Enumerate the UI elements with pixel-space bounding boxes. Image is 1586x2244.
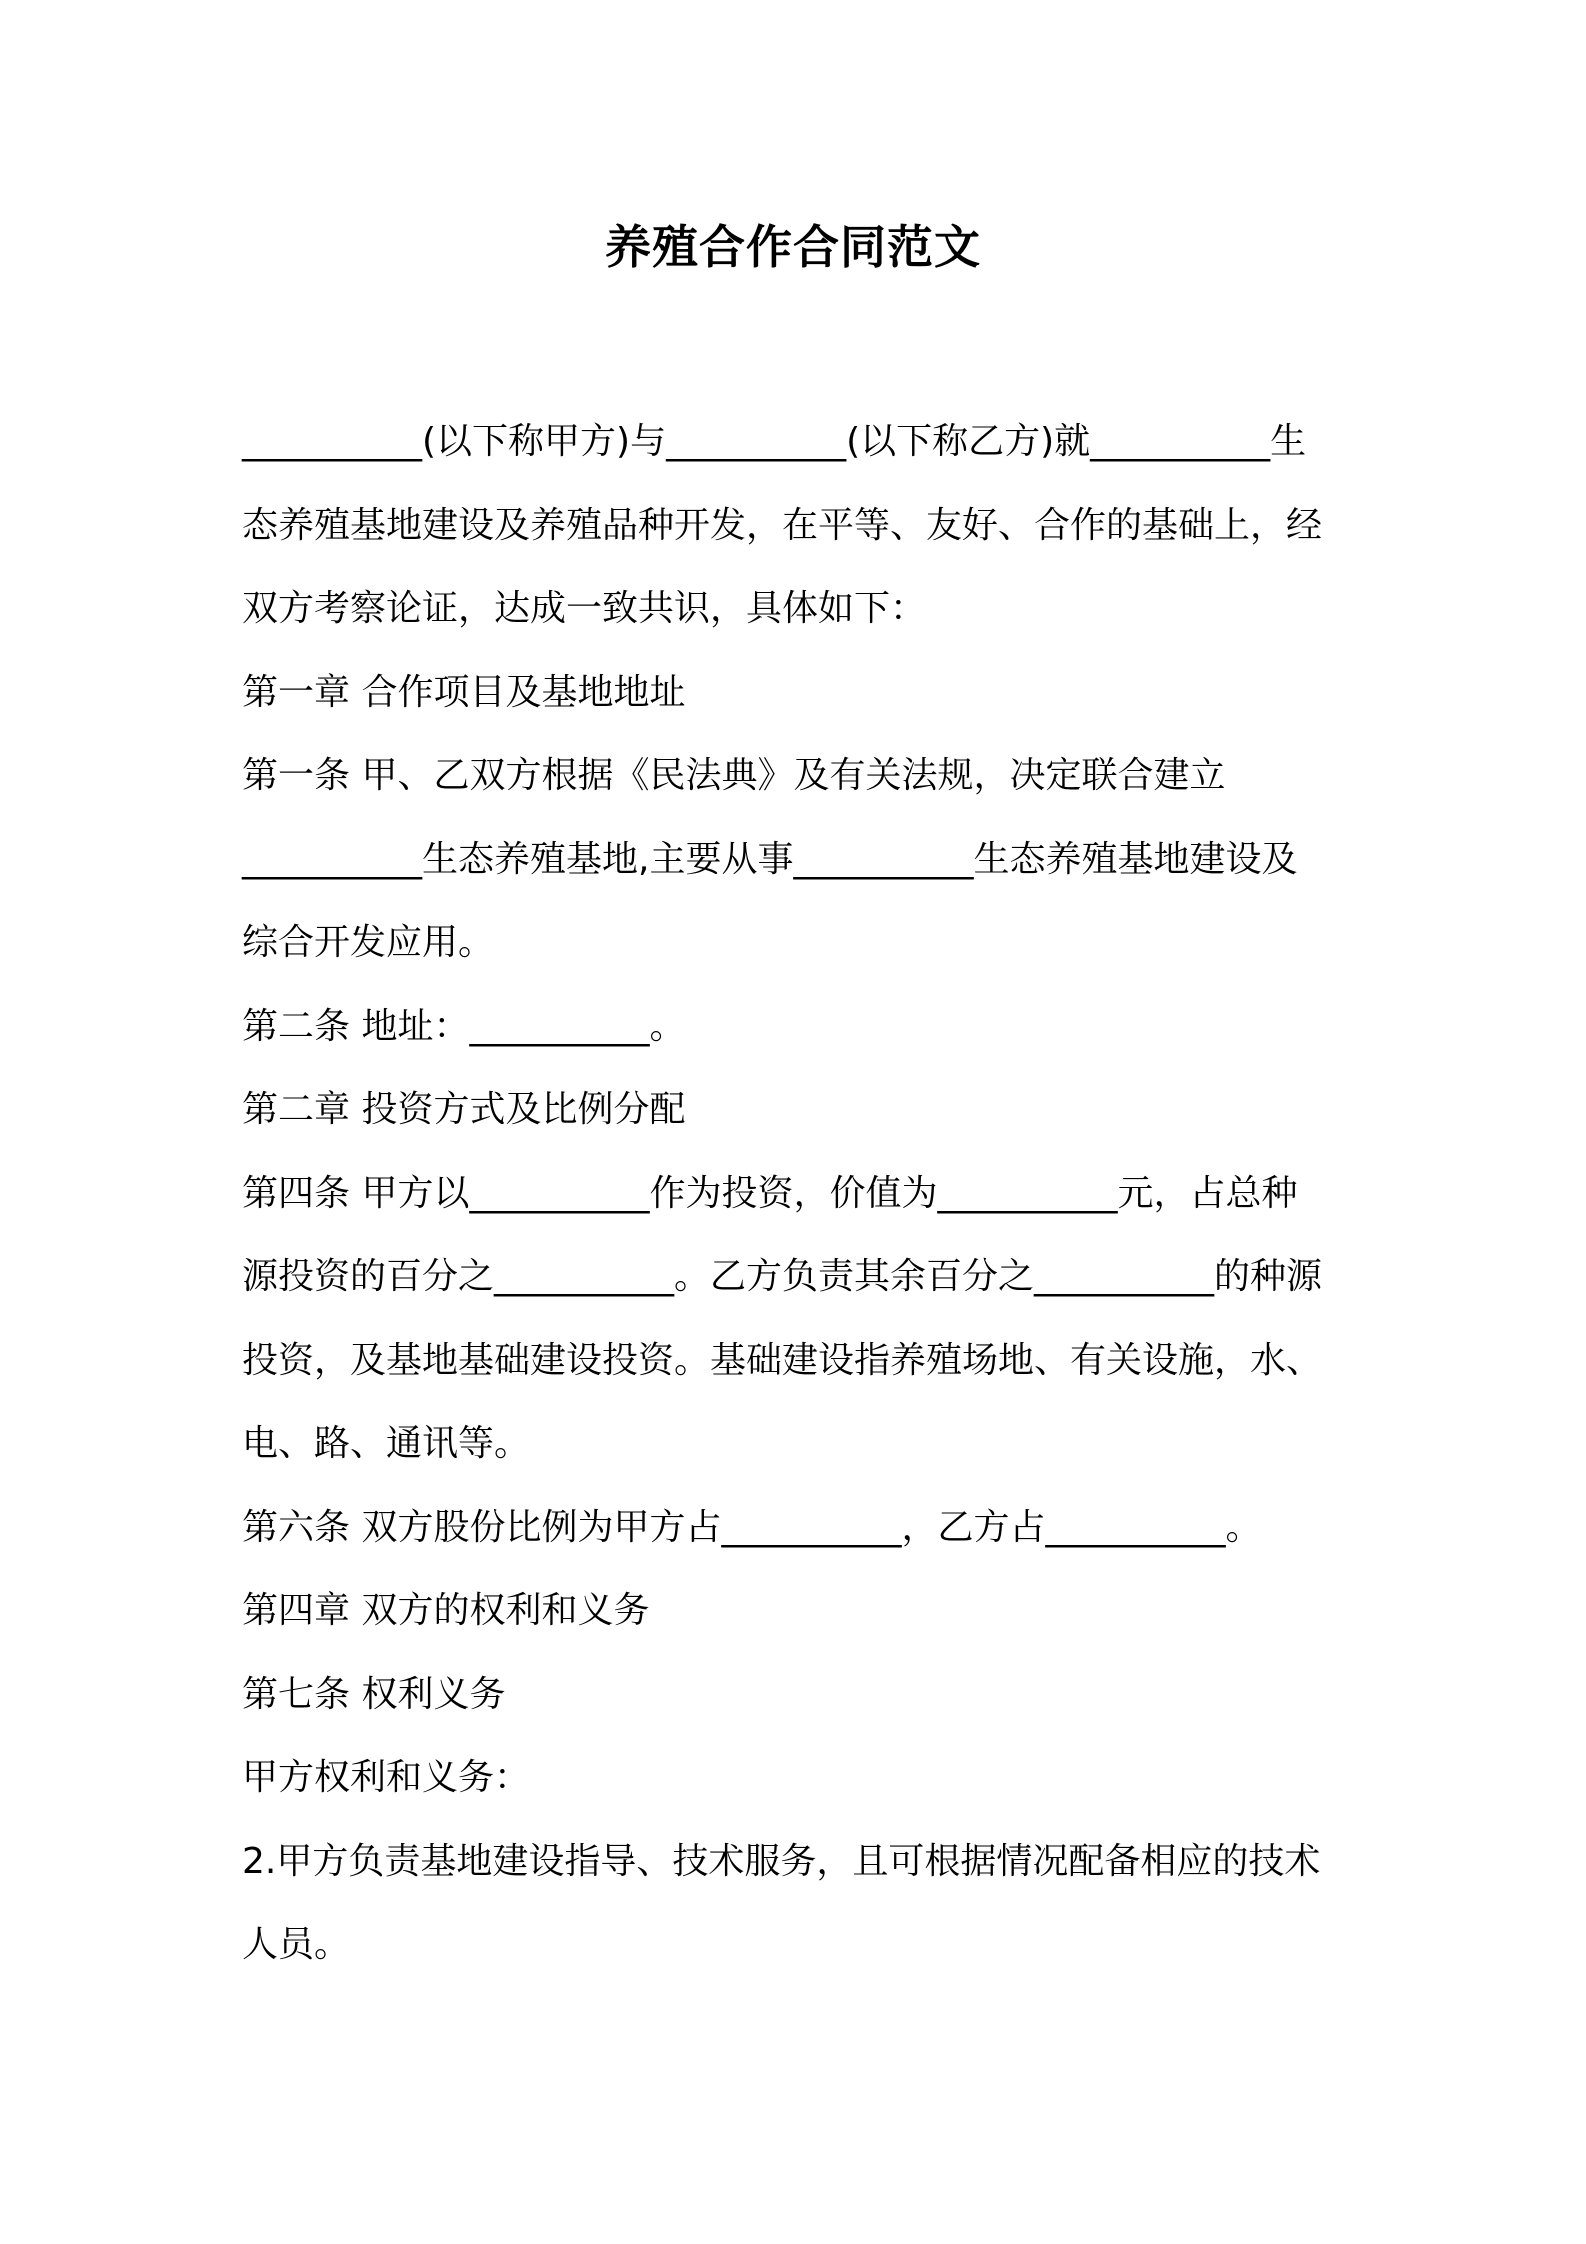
chapter-heading — [242, 1569, 1354, 1653]
text-line: 第二条 地址：__________。 — [242, 1005, 686, 1047]
chapter-heading — [242, 1068, 1354, 1152]
text-line: 双方考察论证，达成一致共识，具体如下： — [242, 588, 927, 629]
article-paragraph — [242, 1486, 1354, 1570]
text-line: 电、路、通讯等。 — [242, 1423, 531, 1464]
text-line: 第四章 双方的权利和义务 — [242, 1590, 650, 1631]
clause-paragraph — [242, 1820, 1354, 1987]
article-paragraph — [242, 734, 1354, 985]
text-line: 2.甲方负责基地建设指导、技术服务，且可根据情况配备相应的技术 — [242, 1840, 1321, 1882]
text-line: 综合开发应用。 — [242, 922, 495, 963]
chapter-heading — [242, 651, 1354, 735]
text-line: 人员。 — [242, 1924, 351, 1965]
text-line: 第一章 合作项目及基地地址 — [242, 671, 686, 713]
text-line: __________(以下称甲方)与__________(以下称乙方)就__________生 — [242, 421, 1307, 462]
text-line: __________生态养殖基地,主要从事__________生态养殖基地建设及 — [242, 838, 1298, 880]
document-title: 养殖合作合同范文 — [605, 220, 981, 274]
text-line: 第二章 投资方式及比例分配 — [242, 1089, 686, 1130]
text-line: 第六条 双方股份比例为甲方占__________，乙方占__________。 — [242, 1506, 1262, 1548]
document-body — [242, 400, 1354, 1987]
text-line: 态养殖基地建设及养殖品种开发，在平等、友好、合作的基础上，经 — [242, 504, 1323, 546]
article-paragraph — [242, 1152, 1354, 1486]
text-line: 第七条 权利义务 — [242, 1673, 506, 1715]
preamble-paragraph — [242, 400, 1354, 651]
text-line: 投资，及基地基础建设投资。基础建设指养殖场地、有关设施，水、 — [242, 1339, 1323, 1381]
text-line: 甲方权利和义务： — [242, 1757, 531, 1798]
text-line: 第一条 甲、乙双方根据《民法典》及有关法规，决定联合建立 — [242, 755, 1226, 796]
article-paragraph — [242, 1653, 1354, 1737]
text-line: 源投资的百分之__________。乙方负责其余百分之__________的种源 — [242, 1256, 1323, 1297]
subsection-heading — [242, 1736, 1354, 1820]
text-line: 第四条 甲方以__________作为投资，价值为__________元，占总种 — [242, 1172, 1298, 1214]
article-paragraph — [242, 985, 1354, 1069]
